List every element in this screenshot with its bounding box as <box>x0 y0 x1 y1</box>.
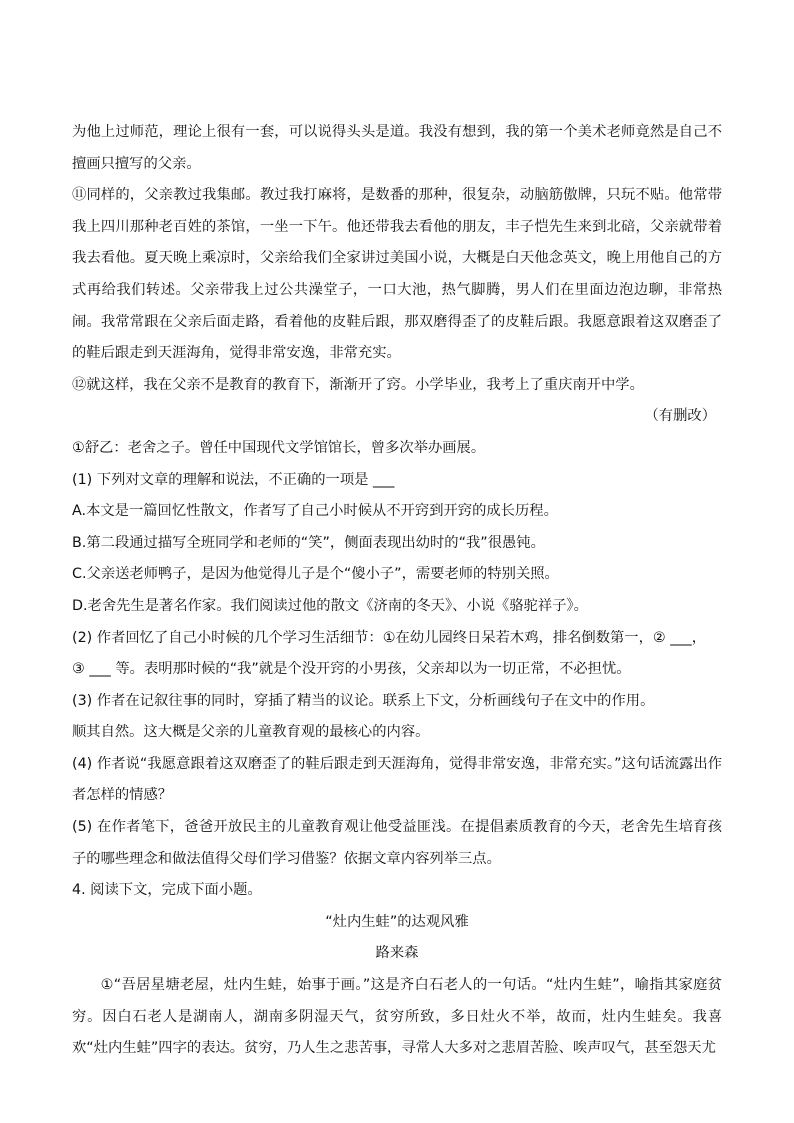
article-title: “灶内生蛙”的达观风雅 <box>325 913 469 930</box>
question-1-option-d: D.老舍先生是著名作家。我们阅读过他的散文《济南的冬天》、小说《骆驼祥子》。 <box>72 597 588 614</box>
question-1-option-a: A.本文是一篇回忆性散文，作者写了自己小时候从不开窍到开窍的成长历程。 <box>72 503 558 520</box>
paragraph-continued: 为他上过师范，理论上很有一套，可以说得头头是道。我没有想到，我的第一个美术老师竟然是自己不擅画只擅写的父亲。 <box>72 124 722 172</box>
question-3: (3) 作者在记叙往事的同时，穿插了精当的议论。联系上下文，分析画线句子在文中的作用。 <box>72 692 655 709</box>
question-1-option-b: B.第二段通过描写全班同学和老师的“笑”，侧面表现出幼时的“我”很愚钝。 <box>72 534 545 551</box>
footnote-1: ①舒乙：老舍之子。曾任中国现代文学馆馆长，曾多次举办画展。 <box>72 439 486 456</box>
article-paragraph-1: ①“吾居星塘老屋，灶内生蛙，始事于画。”这是齐白石老人的一句话。“灶内生蛙”，喻指其家庭贫穷。因白石老人是湖南人，湖南多阴湿天气，贫穷所致，多日灶火不举，故而，灶内生蛙矣。我喜欢“灶内生蛙”四字的表达。贫穷，乃人生之悲苦事，寻常人大多对之悲眉苦脸、唉声叹气，甚至怨天尤 <box>72 977 722 1057</box>
question-2-line-2: ③ ___ 等。表明那时候的“我”就是个没开窍的小男孩，父亲却以为一切正常，不必担忧。 <box>72 661 631 678</box>
edited-note: （有删改） <box>644 408 716 425</box>
question-2-line-1: (2) 作者回忆了自己小时候的几个学习生活细节：①在幼儿园终日呆若木鸡，排名倒数第一，② ___， <box>72 629 706 646</box>
paragraph-12: ⑫就这样，我在父亲不是教育的教育下，渐渐开了窍。小学毕业，我考上了重庆南开中学。 <box>72 376 644 393</box>
question-1: (1) 下列对文章的理解和说法，不正确的一项是 ___ <box>72 471 395 488</box>
question-3-quote: 顺其自然。这大概是父亲的儿童教育观的最核心的内容。 <box>72 724 430 741</box>
section-4-heading: 4. 阅读下文，完成下面小题。 <box>72 882 262 899</box>
question-4: (4) 作者说“我愿意跟着这双磨歪了的鞋后跟走到天涯海角，觉得非常安逸，非常充实。”这句话流露出作者怎样的情感？ <box>72 755 722 804</box>
paragraph-11: ⑪同样的，父亲教过我集邮。教过我打麻将，是数番的那种，很复杂，动脑筋傲牌，只玩不贴。他常带我上四川那种老百姓的茶馆，一坐一下午。他还带我去看他的朋友，丰子恺先生来到北碚，父亲就带着我去看他。夏天晚上乘凉时，父亲给我们全家讲过美国小说，大概是白天他念英文，晚上用他自己的方式再给我们转述。父亲带我上过公共澡堂子，一口大池，热气脚腾，男人们在里面边泡边聊，非常热闹。我常常跟在父亲后面走路，看着他的皮鞋后跟，那双磨得歪了的皮鞋后跟。我愿意跟着这双磨歪了的鞋后跟走到天涯海角，觉得非常安逸，非常充实。 <box>72 187 722 362</box>
article-author: 路来森 <box>375 945 419 962</box>
document-page <box>72 117 722 1065</box>
question-5: (5) 在作者笔下，爸爸开放民主的儿童教育观让他受益匪浅。在提倡素质教育的今天，老舍先生培育孩子的哪些理念和做法值得父母们学习借鉴？依据文章内容列举三点。 <box>72 819 722 867</box>
question-1-option-c: C.父亲送老师鸭子，是因为他觉得儿子是个“傻小子”，需要老师的特别关照。 <box>72 566 559 583</box>
